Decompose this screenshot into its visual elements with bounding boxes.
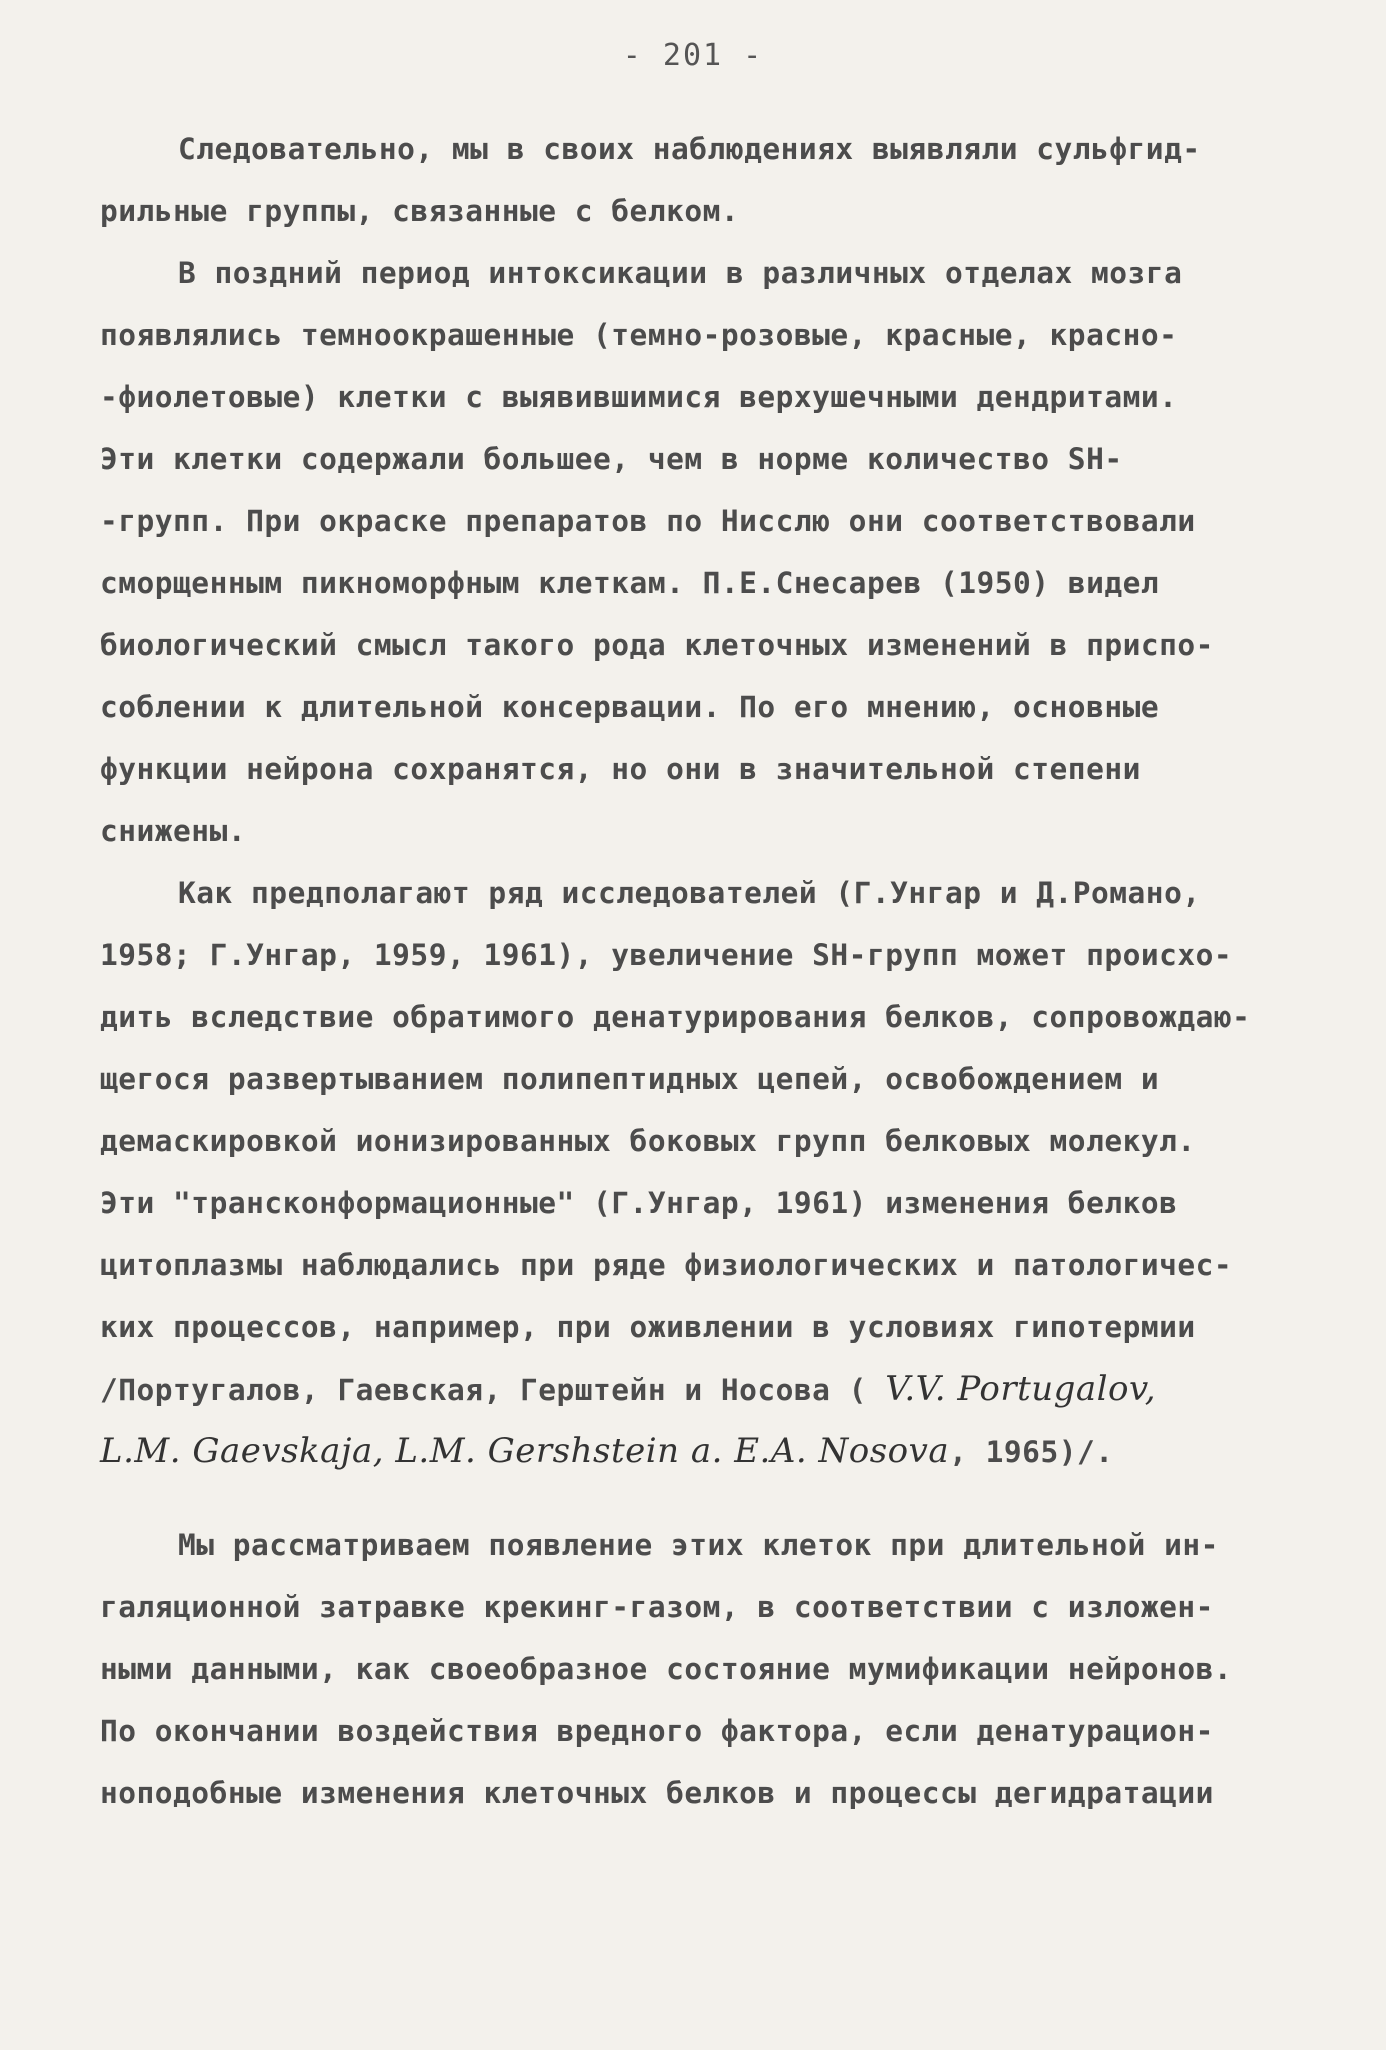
text-line: соблении к длительной консервации. По его мнению, основные [100,690,1160,724]
text-line: ких процессов, например, при оживлении в условиях гипотермии [100,1310,1196,1344]
handwritten-text: L.M. Gaevskaja, L.M. Gershstein a. E.A. Nosova [100,1431,950,1471]
text-line: Мы рассматриваем появление этих клеток при длительной ин- [178,1528,1219,1562]
text-line: Эти "трансконформационные" (Г.Унгар, 1961) изменения белков [100,1186,1178,1220]
text-line-typed: , 1965)/. [949,1435,1114,1469]
text-line: появлялись темноокрашенные (темно-розовые, красные, красно- [100,318,1178,352]
text-line: Как предполагают ряд исследователей (Г.Унгар и Д.Романо, [178,876,1201,910]
text-line: 1958; Г.Унгар, 1959, 1961), увеличение SH-групп может происхо- [100,938,1233,972]
text-line: ными данными, как своеобразное состояние мумификации нейронов. [100,1652,1233,1686]
text-line: По окончании воздействия вредного фактора, если денатурацион- [100,1714,1214,1748]
text-line: дить вследствие обратимого денатурирования белков, сопровождаю- [100,1000,1251,1034]
handwritten-text: V.V. Portugalov, [885,1369,1157,1409]
text-line: -фиолетовые) клетки с выявившимися верхушечными дендритами. [100,380,1178,414]
text-line: биологический смысл такого рода клеточных изменений в приспо- [100,628,1214,662]
paragraph-gap [100,1482,1340,1514]
text-line: цитоплазмы наблюдались при ряде физиологических и патологичес- [100,1248,1233,1282]
text-line: ноподобные изменения клеточных белков и процессы дегидратации [100,1776,1214,1810]
text-line: Следовательно, мы в своих наблюдениях выявляли сульфгид- [178,132,1201,166]
text-line: Эти клетки содержали большее, чем в норме количество SH- [100,442,1123,476]
page-number: - 201 - [622,38,764,73]
text-line: галяционной затравке крекинг-газом, в соответствии с изложен- [100,1590,1214,1624]
text-line: -групп. При окраске препаратов по Нисслю они соответствовали [100,504,1196,538]
text-line [100,1420,1340,1482]
text-line: рильные группы, связанные с белком. [100,194,740,228]
body-text [100,118,1340,1824]
text-line: демаскировкой ионизированных боковых групп белковых молекул. [100,1124,1196,1158]
text-line: щегося развертыванием полипептидных цепей, освобождением и [100,1062,1160,1096]
text-line [100,1358,1340,1420]
text-line: сморщенным пикноморфным клеткам. П.Е.Снесарев (1950) видел [100,566,1160,600]
text-line: функции нейрона сохранятся, но они в значительной степени [100,752,1141,786]
text-line-typed: /Португалов, Гаевская, Герштейн и Носова ( [100,1373,867,1407]
text-line: В поздний период интоксикации в различных отделах мозга [178,256,1183,290]
text-line: снижены. [100,814,247,848]
